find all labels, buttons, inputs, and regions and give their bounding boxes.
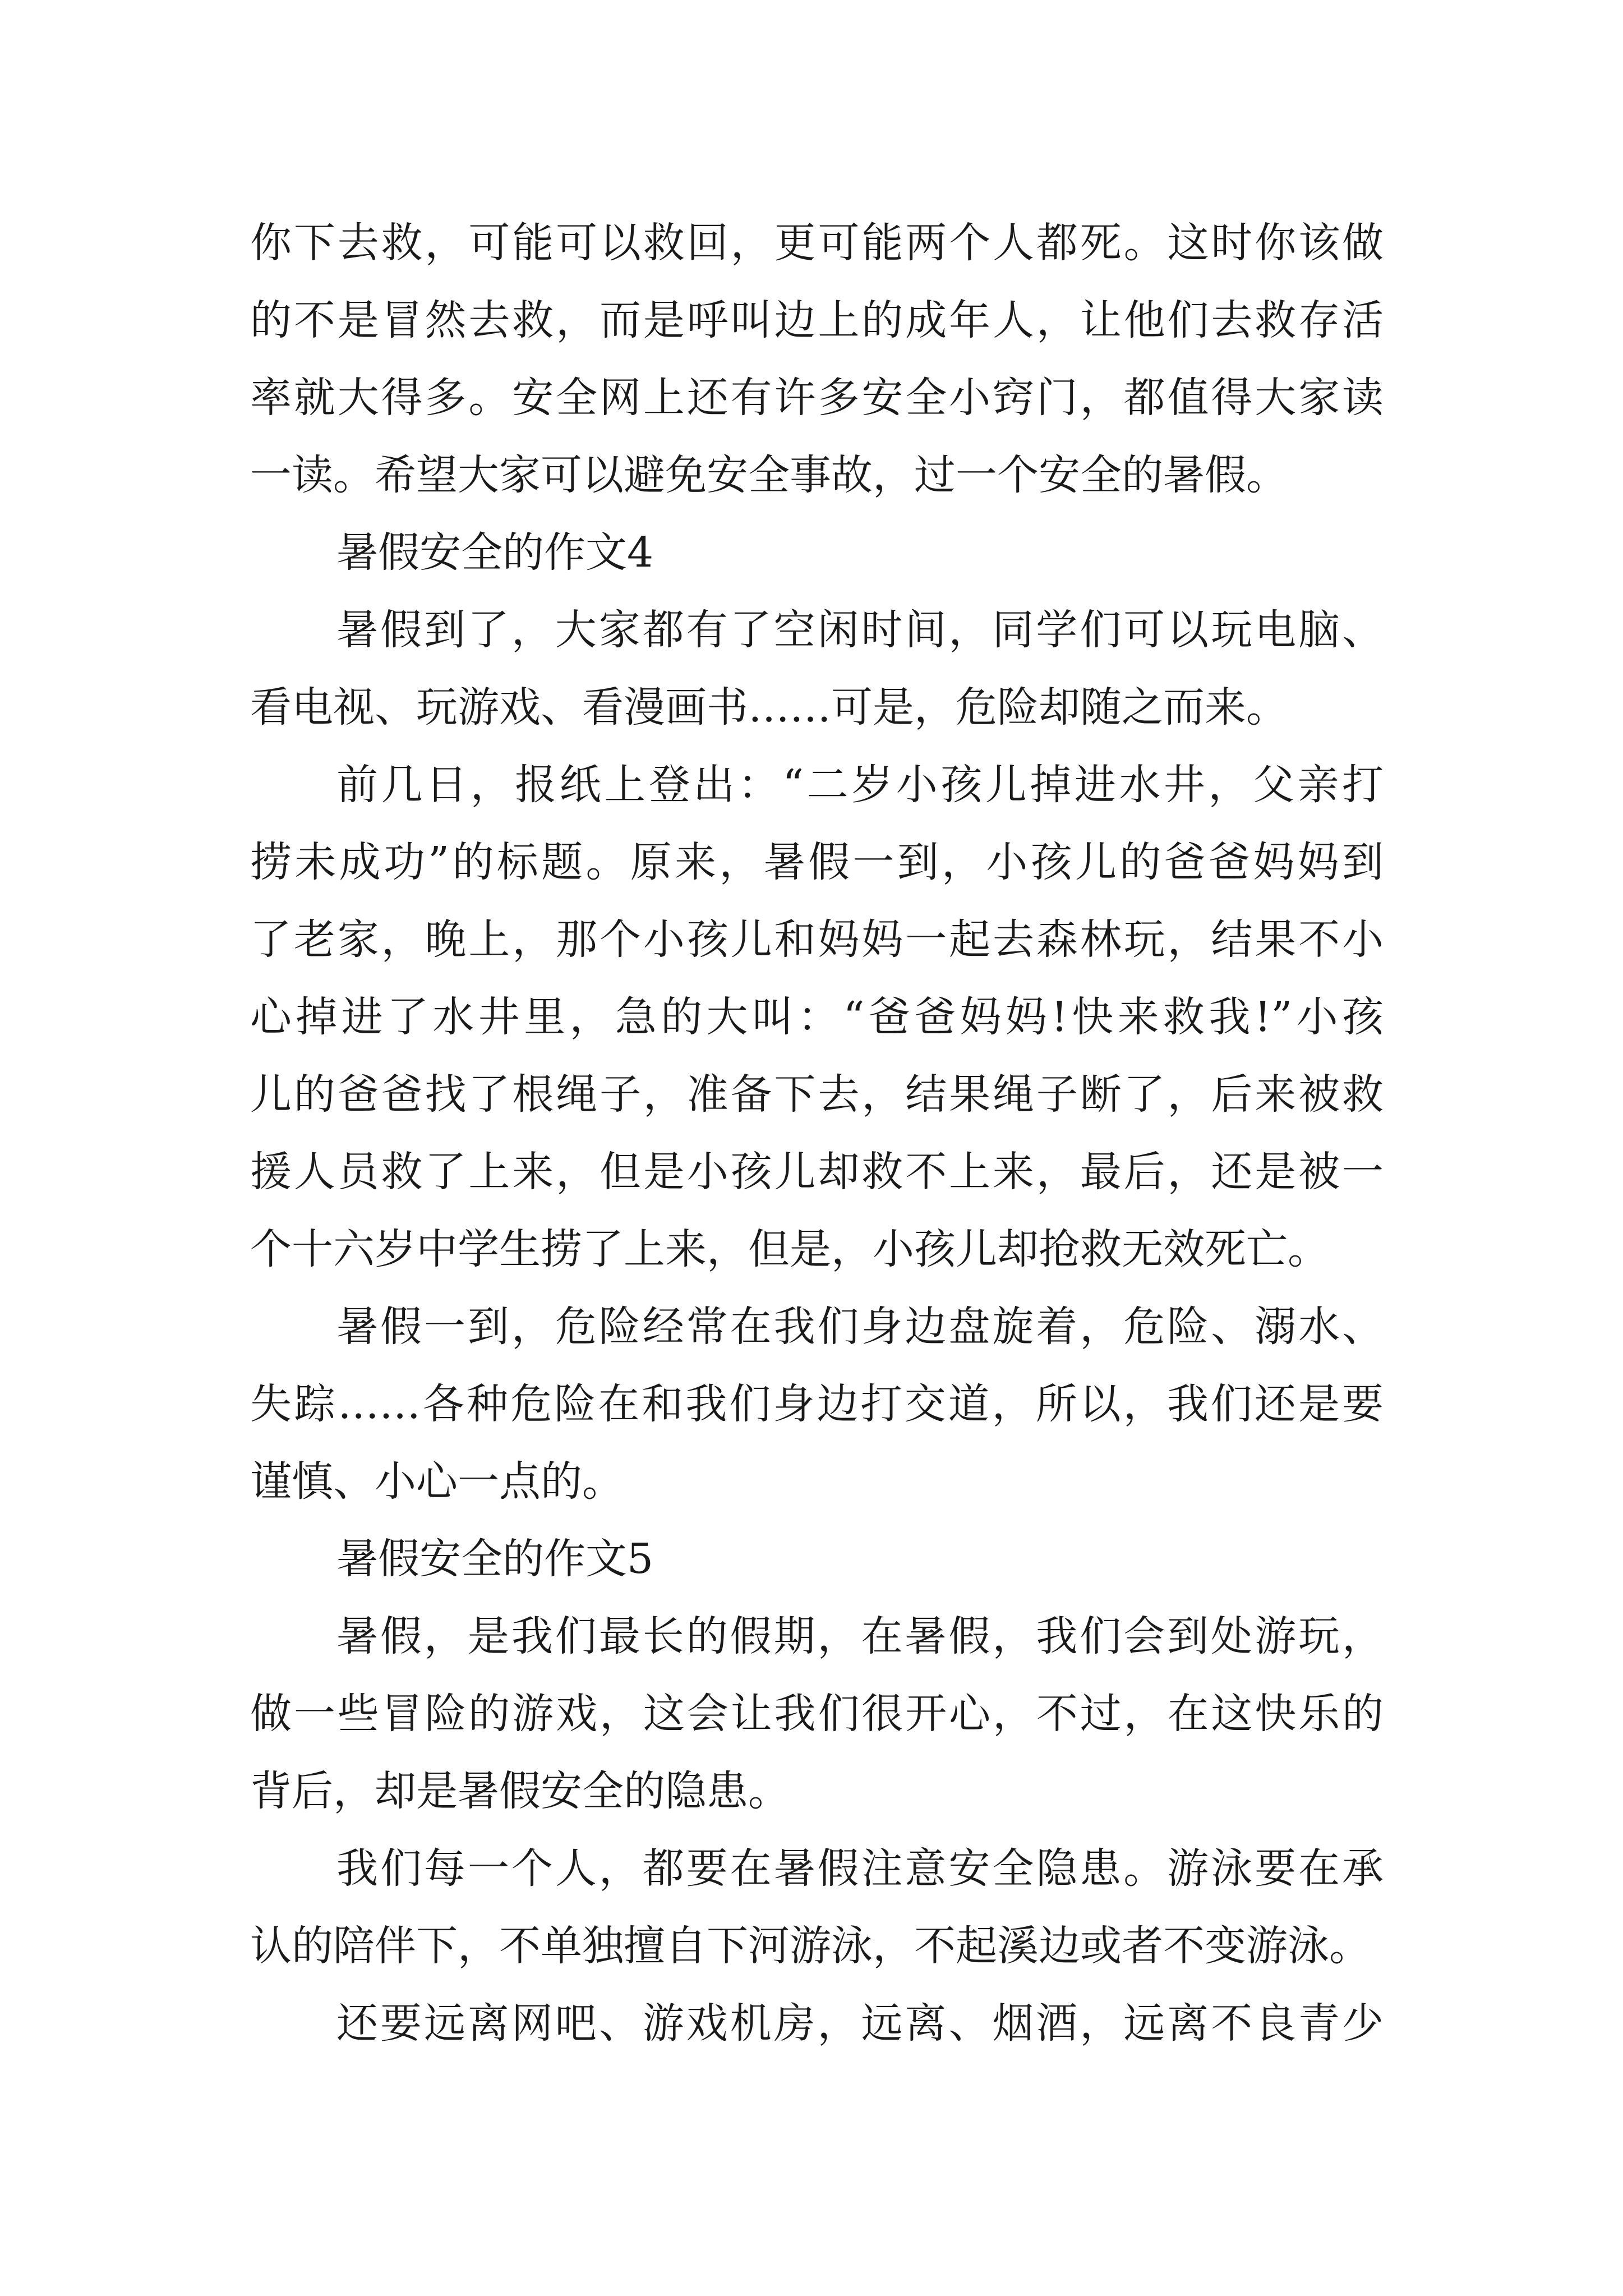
text-line: 心掉进了水井里，急的大叫：“爸爸妈妈!快来救我!”小孩: [250, 993, 1384, 1041]
text-line: 的不是冒然去救，而是呼叫边上的成年人，让他们去救存活: [250, 296, 1384, 344]
essay-title: 暑假安全的作文5: [336, 1535, 654, 1583]
text-line: 谨慎、小心一点的。: [250, 1457, 624, 1506]
essay-section: [250, 1520, 1384, 2062]
text-line: 做一些冒险的游戏，这会让我们很开心，不过，在这快乐的: [250, 1690, 1384, 1738]
paragraph: [250, 1985, 1384, 2062]
text-line: 失踪……各种危险在和我们身边打交道，所以，我们还是要: [250, 1380, 1384, 1428]
paragraph: [250, 1598, 1384, 1830]
essay-section: [250, 514, 1384, 1520]
text-line: 率就大得多。安全网上还有许多安全小窍门，都值得大家读: [250, 374, 1384, 422]
text-line: 认的陪伴下，不单独擅自下河游泳，不起溪边或者不变游泳。: [250, 1922, 1371, 1970]
text-line: 了老家，晚上，那个小孩儿和妈妈一起去森林玩，结果不小: [250, 915, 1384, 964]
document-body: [250, 204, 1384, 2062]
paragraph: [250, 204, 1384, 514]
text-line: 援人员救了上来，但是小孩儿却救不上来，最后，还是被一: [250, 1148, 1384, 1196]
text-line: 一读。希望大家可以避免安全事故，过一个安全的暑假。: [250, 451, 1288, 499]
paragraph: [250, 1830, 1384, 1985]
paragraph: [250, 746, 1384, 1288]
text-line: 儿的爸爸找了根绳子，准备下去，结果绳子断了，后来被救: [250, 1070, 1384, 1119]
text-line: 你下去救，可能可以救回，更可能两个人都死。这时你该做: [250, 219, 1384, 267]
text-line: 背后，却是暑假安全的隐患。: [250, 1767, 790, 1815]
text-line: 看电视、玩游戏、看漫画书……可是，危险却随之而来。: [250, 683, 1288, 731]
text-line: 暑假，是我们最长的假期，在暑假，我们会到处游玩，: [336, 1612, 1384, 1660]
text-line: 还要远离网吧、游戏机房，远离、烟酒，远离不良青少: [336, 1999, 1384, 2047]
text-line: 暑假到了，大家都有了空闲时间，同学们可以玩电脑、: [336, 606, 1384, 654]
text-line: 暑假一到，危险经常在我们身边盘旋着，危险、溺水、: [336, 1303, 1384, 1351]
essay-title: 暑假安全的作文4: [336, 528, 654, 577]
paragraph: [250, 591, 1384, 746]
text-line: 前几日，报纸上登出：“二岁小孩儿掉进水井，父亲打: [336, 761, 1384, 809]
text-line: 我们每一个人，都要在暑假注意安全隐患。游泳要在承: [336, 1844, 1384, 1893]
paragraph: [250, 1288, 1384, 1520]
text-line: 捞未成功”的标题。原来，暑假一到，小孩儿的爸爸妈妈到: [250, 838, 1384, 886]
text-line: 个十六岁中学生捞了上来，但是，小孩儿却抢救无效死亡。: [250, 1225, 1329, 1273]
